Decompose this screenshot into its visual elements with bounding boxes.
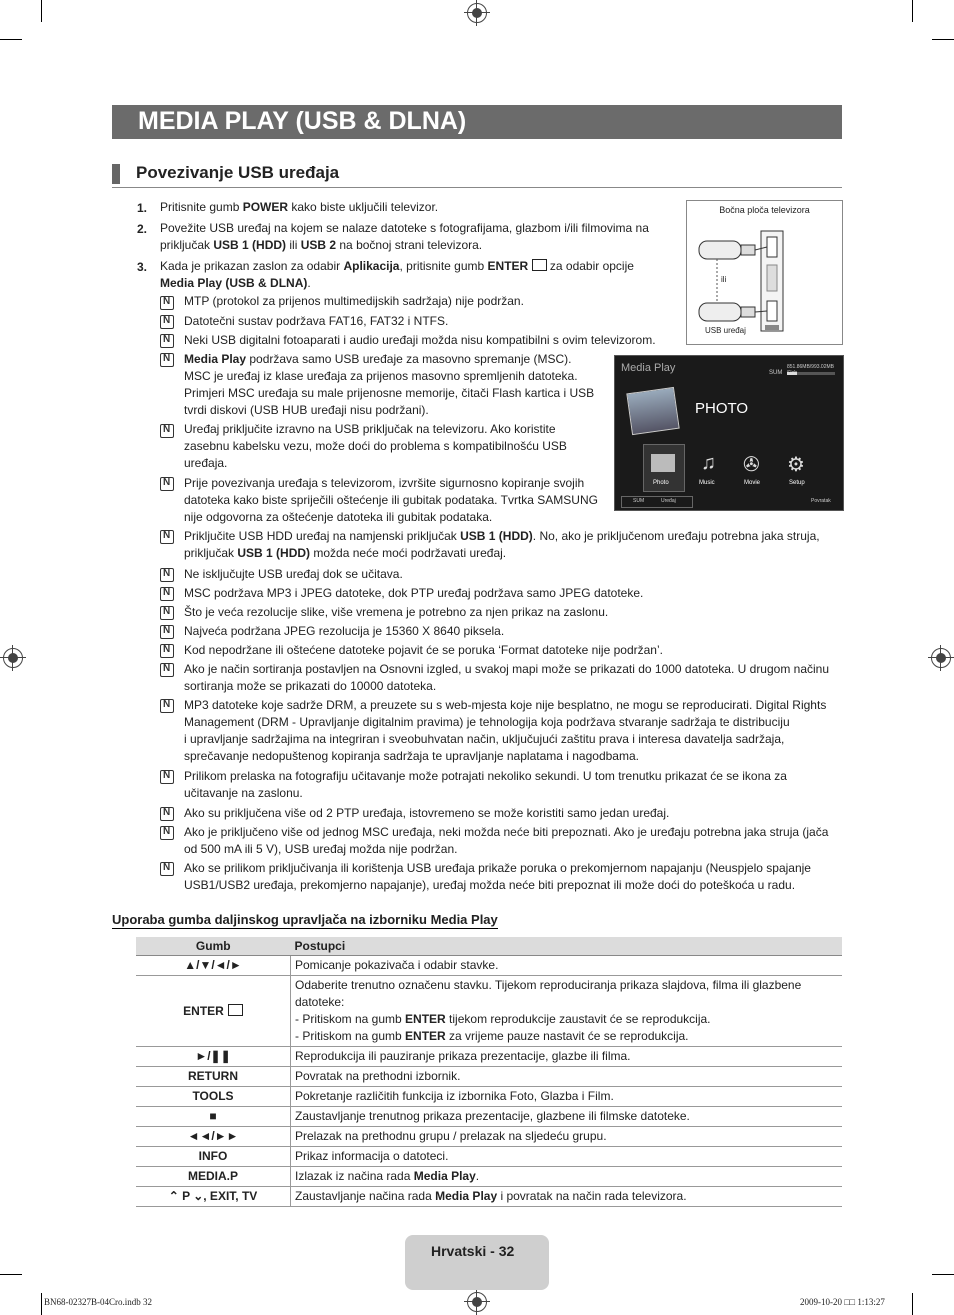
button-cell: ⌃ P ⌄, EXIT, TV (136, 1187, 291, 1207)
note-icon (160, 353, 174, 367)
crop-mark (0, 1274, 22, 1275)
note-icon (160, 477, 174, 491)
button-cell: ◄◄/►► (136, 1127, 291, 1147)
note-icon (160, 568, 174, 582)
tv-sum: SUM (769, 370, 783, 376)
table-row (136, 1127, 842, 1147)
panel-usb-label: USB uređaj (705, 326, 746, 335)
bottom-sum: SUM (633, 498, 645, 504)
button-cell: ■ (136, 1107, 291, 1127)
page-title-bar (112, 105, 842, 139)
col-header-action: Postupci (291, 937, 843, 956)
crop-mark (0, 39, 22, 40)
step-number: 1. (137, 201, 148, 215)
crop-mark (41, 1293, 42, 1315)
note-text: Najveća podržana JPEG rezolucija je 15360 X 8640 piksela. (184, 624, 505, 638)
section-marker (112, 164, 120, 184)
page-footer (405, 1235, 549, 1290)
crop-mark (932, 39, 954, 40)
enter-icon (228, 1004, 243, 1016)
note-icon (160, 315, 174, 329)
crop-mark (932, 1274, 954, 1275)
tv-item-music[interactable]: Music (699, 480, 715, 486)
note-text: Ako je priključeno više od jednog MSC uređaja, neki možda neće biti prepoznati. Ako je uređaju potrebna jaka struja (jača od 500 mA ili 5 V), USB uređaj možda nije podržan. (184, 825, 829, 856)
step-text: Pritisnite gumb POWER kako biste uključili televizor. (160, 200, 439, 214)
action-cell: Pomicanje pokazivača i odabir stavke. (291, 956, 843, 976)
action-cell: Pokretanje različitih funkcija iz izbornika Foto, Glazba i Film. (291, 1087, 843, 1107)
enter-icon (532, 259, 547, 271)
step-number: 3. (137, 260, 148, 274)
note-text: Ako se prilikom priključivanja ili korištenja USB uređaja prikaže poruka o prekomjernom napajanju (Neuspjelo spajanje USB1/USB2 uređaja, prekomjerno napajanje), uređaj možda neće biti prepoznat ili može doći do poteškoća u radu. (184, 861, 811, 892)
note-icon (160, 424, 174, 438)
panel-title: Bočna ploča televizora (719, 205, 810, 215)
table-row (136, 1087, 842, 1107)
button-cell: ▲/▼/◄/► (136, 956, 291, 976)
action-cell: Izlazak iz načina rada Media Play. (291, 1167, 843, 1187)
crop-mark (912, 1293, 913, 1315)
tv-side-panel-diagram (686, 200, 843, 345)
registration-mark-icon (3, 648, 23, 668)
tv-storage: 851.86MB/993.02MB (787, 364, 834, 370)
note-icon (160, 699, 174, 713)
note-icon (160, 807, 174, 821)
note-icon (160, 625, 174, 639)
note-text: Što je veća rezolucije slike, više vremena je potrebno za njen prikaz na zaslonu. (184, 605, 609, 619)
action-cell: Zaustavljanje trenutnog prikaza prezentacije, glazbene ili filmske datoteke. (291, 1107, 843, 1127)
table-row (136, 1107, 842, 1127)
usb-connection-illustration (687, 201, 842, 344)
media-play-screen (614, 355, 844, 511)
note-text: Priključite USB HDD uređaj na namjenski priključak USB 1 (HDD). No, ako je priključenom uređaju potrebna jaka struja, priključak USB 1 (HDD) možda neće moći podržavati uređaj. (184, 529, 820, 560)
tv-item-movie[interactable]: Movie (744, 480, 761, 486)
note-text: Ako je način sortiranja postavljen na Osnovni izgled, u svakoj mapi može se prikazati do 1000 datoteka. U drugom načinu sortiranja može se prikazati do 10000 datoteka. (184, 662, 830, 693)
note-icon (160, 606, 174, 620)
note-icon (160, 862, 174, 876)
subheading-remote: Uporaba gumba daljinskog upravljača na izborniku Media Play (112, 912, 498, 927)
music-icon[interactable]: ♫ (701, 452, 716, 474)
bottom-device: Uređaj (661, 498, 676, 504)
photo-icon (626, 387, 679, 435)
button-cell: TOOLS (136, 1087, 291, 1107)
action-cell: Prelazak na prethodnu grupu / prelazak na sljedeću grupu. (291, 1127, 843, 1147)
button-cell: MEDIA.P (136, 1167, 291, 1187)
note-text: Neki USB digitalni fotoaparati i audio uređaji možda nisu kompatibilni s ovim televizorom. (184, 333, 656, 347)
table-row (136, 1187, 842, 1207)
note-text: Prilikom prelaska na fotografiju učitavanje može potrajati nekoliko sekundi. U tom trenutku prikazat će se ikona za učitavanje na zaslonu. (184, 769, 787, 800)
setup-icon[interactable]: ⚙ (787, 454, 805, 476)
panel-or-label: ili (721, 275, 727, 284)
note-icon (160, 826, 174, 840)
table-row (136, 976, 842, 1047)
button-cell: ►/❚❚ (136, 1047, 291, 1067)
note-icon (160, 296, 174, 310)
note-icon (160, 644, 174, 658)
note-text: Media Play podržava samo USB uređaje za masovno spremanje (MSC). MSC je uređaj iz klase uređaja za prijenos masovno spremljenih datoteka. Primjeri MSC uređaja su male prijenosne memorije, čitači Flash kartica i USB tvrdi diskovi (USB HUB uređaji nisu podržani). (184, 352, 595, 417)
note-text: Ako su priključena više od 2 PTP uređaja, istovremeno se može koristiti samo jedan uređaj. (184, 806, 670, 820)
page-number: Hrvatski - 32 (431, 1243, 515, 1259)
tv-item-setup[interactable]: Setup (789, 480, 805, 486)
tv-item-photo[interactable]: Photo (653, 480, 669, 486)
page-title: MEDIA PLAY (USB & DLNA) (138, 107, 467, 135)
note-text: Ne isključujte USB uređaj dok se učitava. (184, 567, 403, 581)
table-row (136, 956, 842, 976)
remote-control-table (136, 937, 842, 1207)
slug-left: BN68-02327B-04Cro.indb 32 (44, 1297, 152, 1307)
registration-mark-icon (467, 1292, 487, 1312)
action-cell: Povratak na prethodni izbornik. (291, 1067, 843, 1087)
action-cell: Reprodukcija ili pauziranje prikaza prezentacije, glazbe ili filma. (291, 1047, 843, 1067)
table-row (136, 1047, 842, 1067)
note-icon (160, 770, 174, 784)
button-cell: INFO (136, 1147, 291, 1167)
tv-photo-title: PHOTO (695, 400, 749, 417)
action-cell: Prikaz informacija o datoteci. (291, 1147, 843, 1167)
slug-right: 2009-10-20 □□ 1:13:27 (800, 1297, 885, 1307)
registration-mark-icon (931, 648, 951, 668)
section-heading (112, 161, 842, 188)
tv-header: Media Play (621, 362, 676, 374)
action-cell: Zaustavljanje načina rada Media Play i povratak na način rada televizora. (291, 1187, 843, 1207)
step-number: 2. (137, 222, 148, 236)
button-cell: RETURN (136, 1067, 291, 1087)
button-cell: ENTER (136, 976, 291, 1047)
note-text: Kod nepodržane ili oštećene datoteke pojavit će se poruka ‘Format datoteke nije podržan’. (184, 643, 663, 657)
note-text: MTP (protokol za prijenos multimedijskih sadržaja) nije podržan. (184, 294, 524, 308)
table-row (136, 1067, 842, 1087)
action-cell: Odaberite trenutno označenu stavku. Tijekom reproduciranja prikaza slajdova, filma ili glazbene datoteke: - Pritiskom na gumb ENTER tijekom reprodukcije zaustavit će se reprodukcija. - Pritiskom na gumb ENTER za vrijeme pauze nastavit će se reprodukcija. (291, 976, 843, 1047)
storage-bar (787, 372, 835, 375)
note-text: Uređaj priključite izravno na USB priključak na televizoru. Ako koristite zasebnu kabelsku vezu, može doći do problema s kompatibilnošću USB uređaja. (184, 422, 567, 470)
registration-mark-icon (467, 3, 487, 23)
col-header-button: Gumb (136, 937, 291, 956)
table-row (136, 1167, 842, 1187)
photo-small-icon (651, 454, 675, 472)
section-title: Povezivanje USB uređaja (136, 163, 340, 182)
note-text: MSC podržava MP3 i JPEG datoteke, dok PTP uređaj podržava samo JPEG datoteke. (184, 586, 644, 600)
note-text: Prije povezivanja uređaja s televizorom, izvršite sigurnosno kopiranje svojih datoteka kako biste spriječili oštećenje ili gubitak podataka. Tvrtka SAMSUNG nije odgovorna za oštećenje datoteka ili gubitak podataka. (184, 476, 598, 524)
step-text: Kada je prikazan zaslon za odabir Aplikacija, pritisnite gumb ENTER za odabir opcije Media Play (USB & DLNA). (160, 259, 634, 290)
step-text: Povežite USB uređaj na kojem se nalaze datoteke s fotografijama, glazbom i/ili filmovima na priključak USB 1 (HDD) ili USB 2 na bočnoj strani televizora. (160, 221, 649, 252)
table-row (136, 1147, 842, 1167)
crop-mark (912, 0, 913, 22)
note-icon (160, 530, 174, 544)
note-icon (160, 663, 174, 677)
note-text: MP3 datoteke koje sadrže DRM, a preuzete su s web-mjesta koje nije besplatno, ne mogu se reproducirati. Digital Rights Management (DRM - Upravljanje digitalnim pravima) je tehnologija koja podržava stvaranje sadržaja te distribuciju i upravljanje sadržajima na integriran i sveobuhvatan način, uključujući zaštitu prava i interesa davatelja sadržaja, sprečavanje nedopuštenog kopiranja sadržaja te upravljanje naplatama i nagodbama. (184, 698, 827, 763)
movie-icon[interactable]: ✇ (743, 454, 760, 476)
bottom-return[interactable]: Povratak (811, 498, 831, 504)
device-selector[interactable] (621, 496, 693, 508)
note-icon (160, 334, 174, 348)
note-icon (160, 587, 174, 601)
crop-mark (41, 0, 42, 22)
note-text: Datotečni sustav podržava FAT16, FAT32 i NTFS. (184, 314, 449, 328)
